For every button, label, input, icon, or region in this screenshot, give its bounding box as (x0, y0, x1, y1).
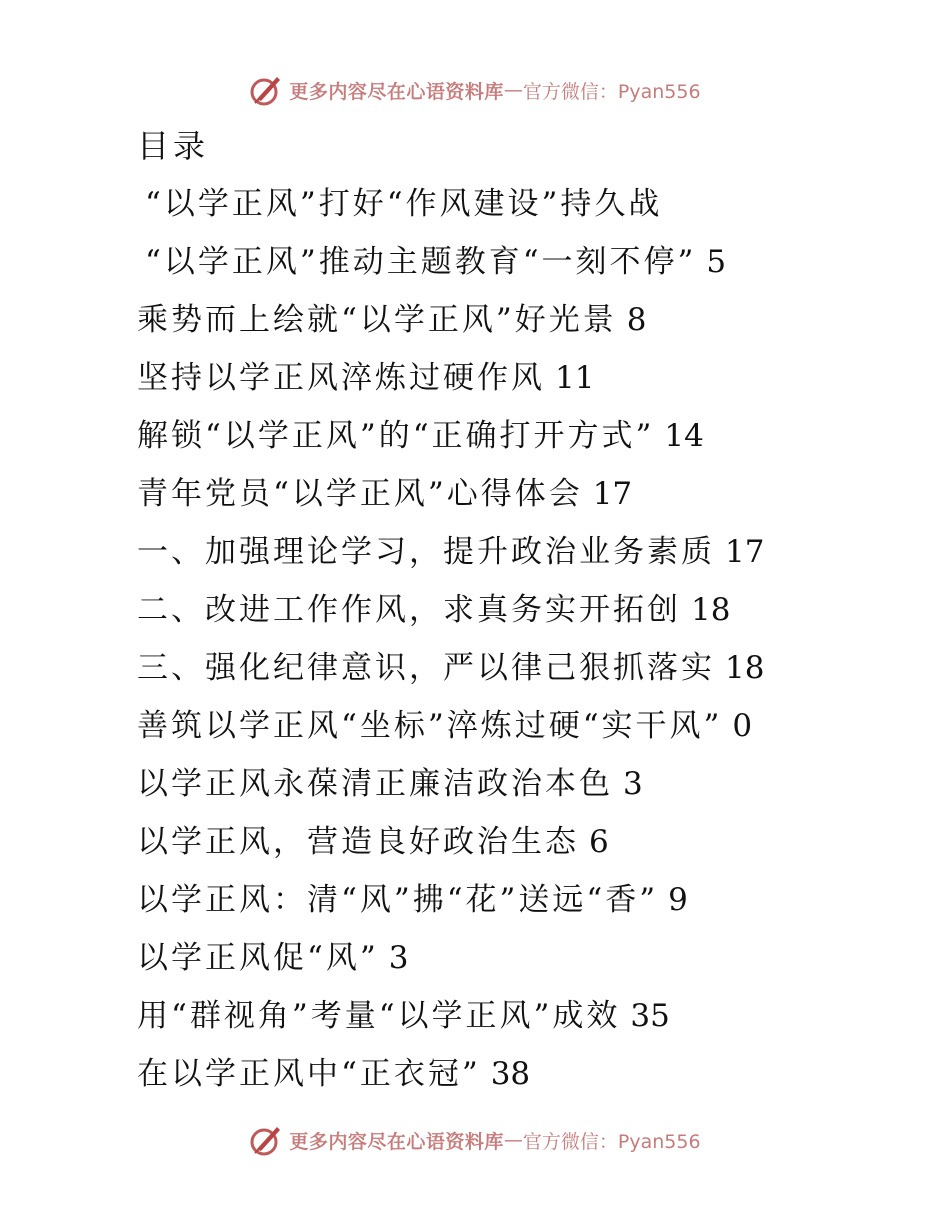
toc-entry-page: 18 (691, 592, 731, 628)
toc-entry-text: 用“群视角”考量“以学正风”成效 (137, 998, 621, 1034)
toc-entry-page: 17 (592, 476, 633, 512)
toc-entry-page: 17 (725, 534, 765, 570)
toc-entry-page: 9 (668, 882, 688, 918)
header-banner (0, 70, 950, 110)
toc-entry[interactable] (137, 1050, 937, 1108)
toc-entry-page: 8 (626, 302, 647, 338)
toc-entry[interactable] (137, 470, 937, 528)
toc-entry[interactable] (137, 760, 937, 818)
banner-wechat-text: 官方微信：Pyan556 (522, 1130, 701, 1153)
toc-entry[interactable] (137, 876, 937, 934)
toc-entry-text: “以学正风”打好“作风建设”持久战 (145, 186, 663, 222)
toc-entry-page: 18 (725, 650, 765, 686)
toc-entry-text: 乘势而上绘就“以学正风”好光景 (137, 302, 617, 338)
toc-entry-text: 以学正风促“风” (137, 940, 379, 976)
toc-entry-page: 0 (732, 708, 753, 744)
toc-entry-text: 青年党员“以学正风”心得体会 (137, 476, 583, 512)
banner-brand-text: 更多内容尽在心语资料库 (289, 80, 504, 103)
toc-entry[interactable] (137, 354, 937, 412)
toc-entry-text: 以学正风：清“风”拂“花”送远“香” (137, 882, 659, 918)
toc-entry-text: 一、加强理论学习，提升政治业务素质 (137, 534, 715, 570)
toc-entry[interactable] (137, 586, 937, 644)
toc-entry-text: 善筑以学正风“坐标”淬炼过硬“实干风” (137, 708, 723, 744)
toc-entry-page: 11 (555, 360, 595, 396)
toc-entry-text: 在以学正风中“正衣冠” (137, 1056, 481, 1092)
toc-entry-page: 38 (490, 1056, 531, 1092)
banner-separator: — (503, 79, 523, 101)
toc-entry[interactable] (137, 412, 937, 470)
toc-entry-page: 5 (706, 244, 727, 280)
toc-entry[interactable] (137, 296, 937, 354)
toc-entry-text: 以学正风，营造良好政治生态 (137, 824, 579, 860)
toc-entry-text: 以学正风永葆清正廉洁政治本色 (137, 766, 613, 802)
toc-list (137, 180, 937, 1108)
banner-brand-text: 更多内容尽在心语资料库 (289, 1130, 504, 1153)
toc-entry-page: 14 (664, 418, 704, 454)
toc-entry-text: 三、强化纪律意识，严以律己狠抓落实 (137, 650, 715, 686)
toc-entry[interactable] (137, 528, 937, 586)
toc-entry-page: 6 (589, 824, 609, 860)
toc-entry[interactable] (137, 992, 937, 1050)
toc-entry-text: 二、改进工作作风，求真务实开拓创 (137, 592, 681, 628)
toc-entry[interactable] (137, 238, 937, 296)
toc-entry[interactable] (137, 180, 937, 238)
toc-entry[interactable] (137, 702, 937, 760)
banner-wechat-text: 官方微信：Pyan556 (522, 80, 701, 103)
toc-entry[interactable] (137, 934, 937, 992)
quill-pen-logo-icon (249, 1123, 283, 1157)
toc-title: 目录 (137, 127, 210, 165)
footer-banner (0, 1120, 950, 1160)
toc-entry-text: 解锁“以学正风”的“正确打开方式” (137, 418, 655, 454)
toc-entry[interactable] (137, 644, 937, 702)
toc-entry-page: 3 (388, 940, 409, 976)
toc-entry-text: “以学正风”推动主题教育“一刻不停” (145, 244, 697, 280)
banner-separator: — (503, 1129, 523, 1151)
toc-entry-page: 3 (623, 766, 643, 802)
toc-entry[interactable] (137, 818, 937, 876)
toc-entry-text: 坚持以学正风淬炼过硬作风 (137, 360, 545, 396)
toc-entry-page: 35 (630, 998, 670, 1034)
quill-pen-logo-icon (249, 73, 283, 107)
